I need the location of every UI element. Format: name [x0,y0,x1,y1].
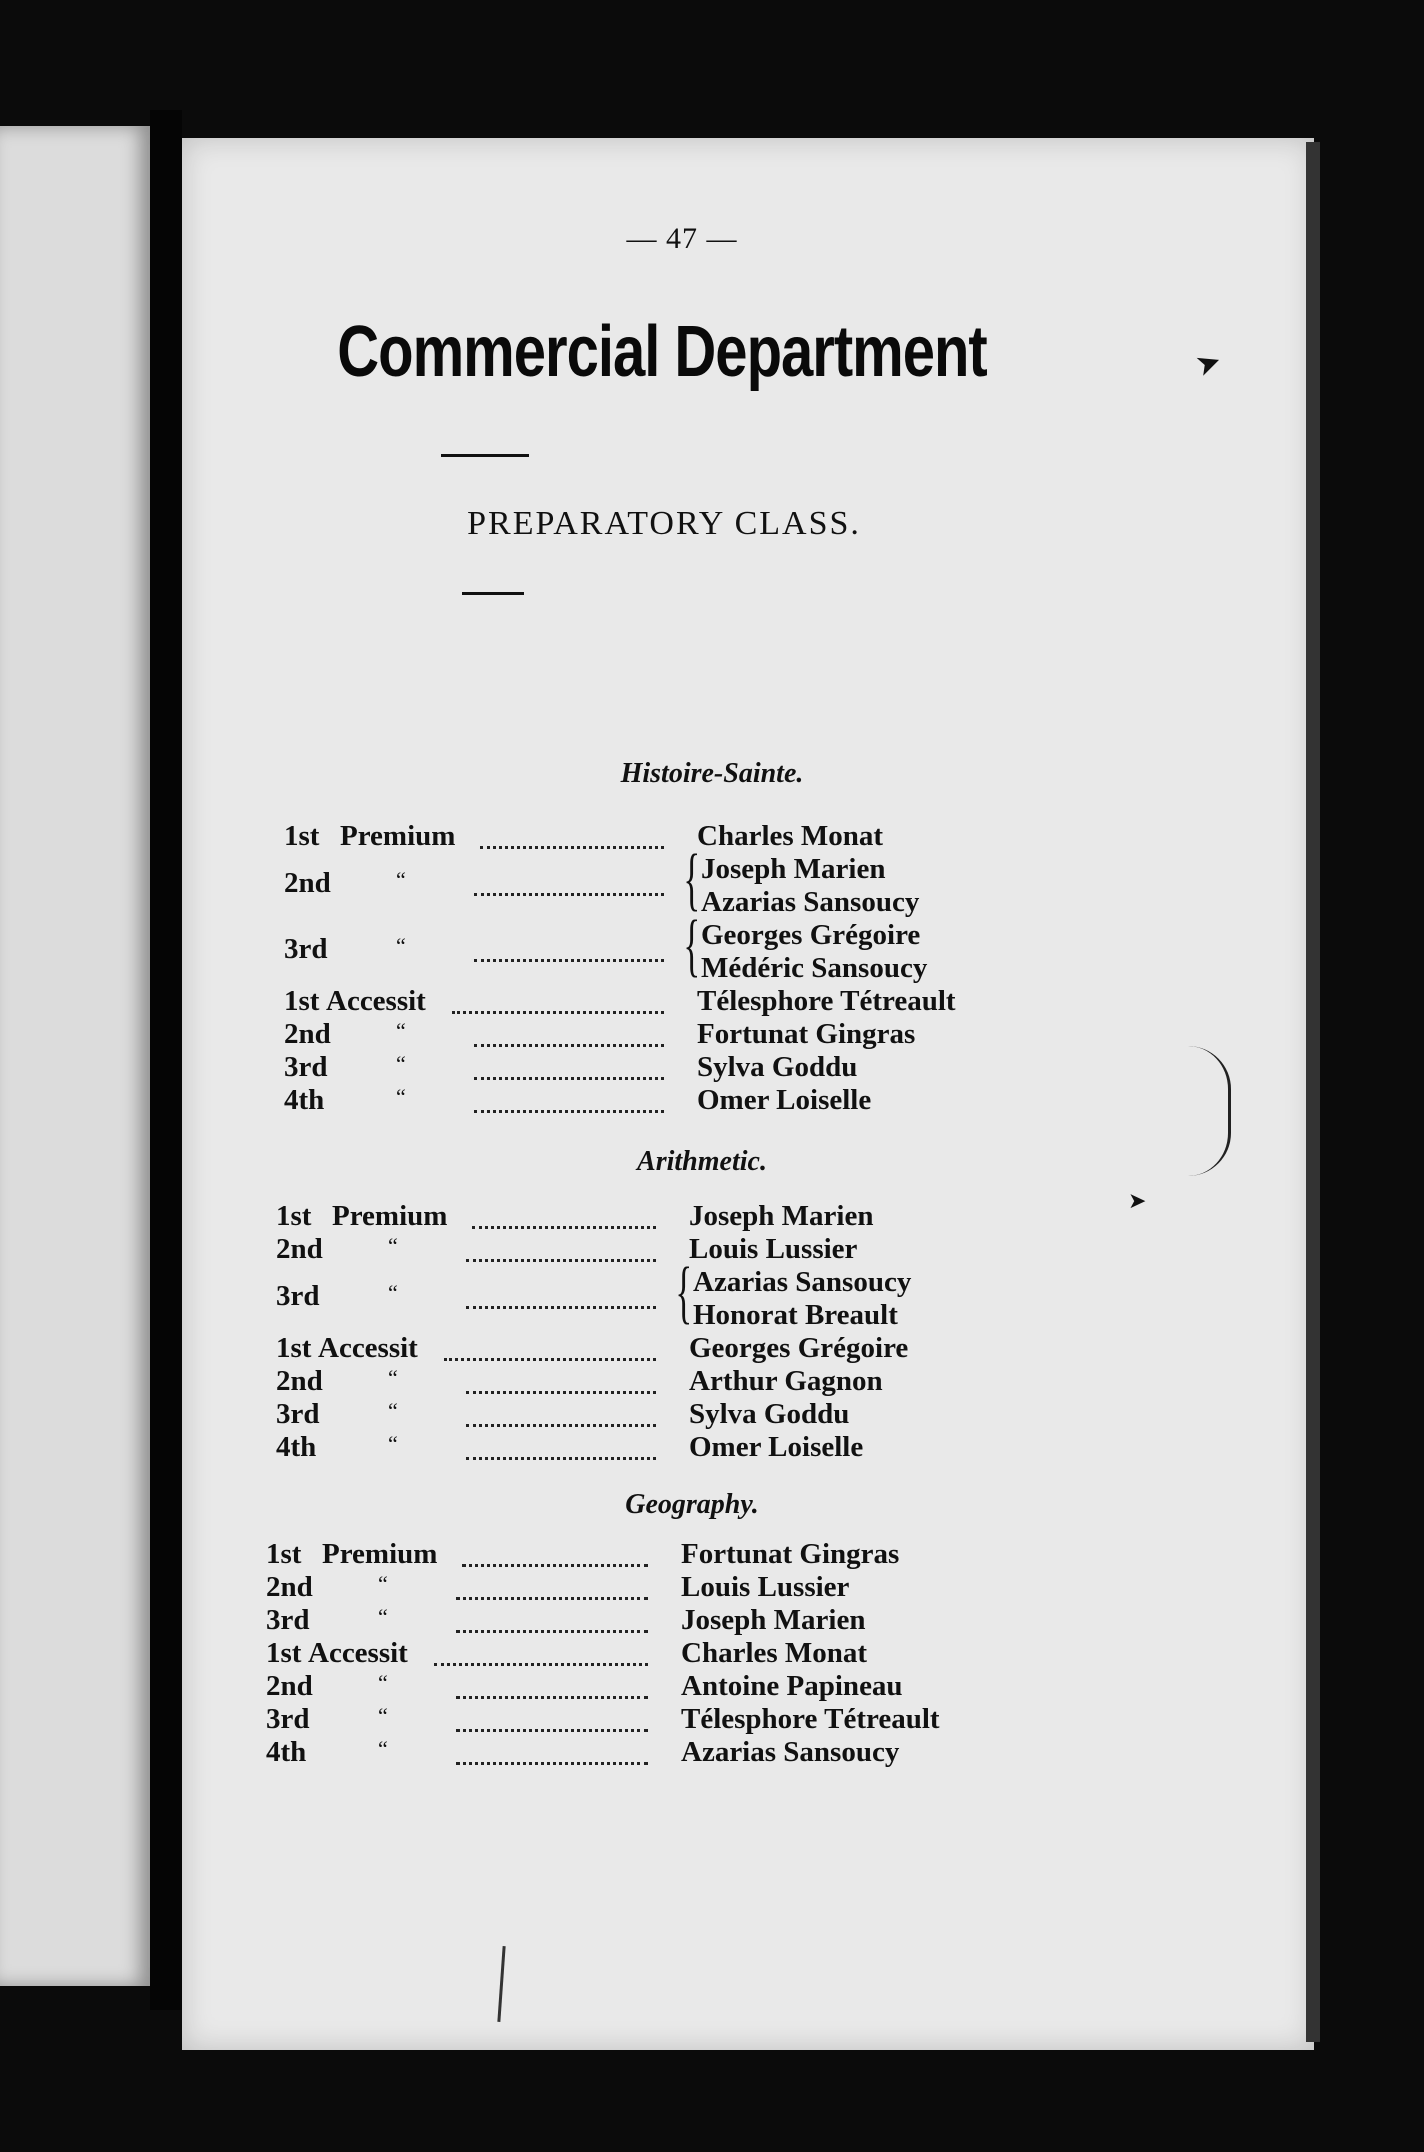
page-number-text: — 47 — [626,222,738,255]
award-type: Premium [322,1538,438,1570]
dot-leader [472,1222,656,1229]
margin-arrow-mark-small: ➤ [1128,1188,1147,1213]
recipient-name: Médéric Sansoucy [701,952,928,984]
recipient-name: Fortunat Gingras [697,1018,916,1050]
ditto-mark: “ [378,1604,388,1629]
ditto-mark: “ [388,1365,398,1390]
award-rank: 1st [284,820,320,852]
award-type: Premium [332,1200,448,1232]
recipient-name: Télesphore Tétreault [681,1703,940,1735]
dot-leader [434,1659,648,1666]
dot-leader [466,1453,656,1460]
recipient-name: Louis Lussier [689,1233,858,1265]
award-rank: 3rd [284,933,328,965]
award-row [276,1398,1036,1432]
award-type: Accessit [318,1332,418,1364]
award-rank: 4th [284,1084,325,1116]
award-row [276,1365,1036,1399]
award-row [284,1051,1044,1085]
award-rank: 2nd [284,867,331,899]
ditto-mark: “ [396,1084,406,1109]
dot-leader [474,1106,664,1113]
award-rank: 3rd [276,1280,320,1312]
grouping-brace: { [683,841,701,918]
section-title: Geography. [625,1489,759,1520]
ditto-mark: “ [396,933,406,958]
recipient-name: Charles Monat [697,820,884,852]
recipient-name: Arthur Gagnon [689,1365,883,1397]
award-row [284,1018,1044,1052]
dot-leader [456,1758,648,1765]
ditto-mark: “ [388,1233,398,1258]
section-title: Arithmetic. [637,1146,767,1177]
dot-leader [466,1387,656,1394]
dot-leader [474,1073,664,1080]
recipient-name: Omer Loiselle [697,1084,872,1116]
award-rank: 1st [266,1637,302,1669]
award-rank: 1st [284,985,320,1017]
ditto-mark: “ [388,1398,398,1423]
recipient-name: Honorat Breault [693,1299,898,1331]
dot-leader [466,1255,656,1262]
recipient-name: Télesphore Tétreault [697,985,956,1017]
award-rank: 3rd [284,1051,328,1083]
dot-leader [466,1302,656,1309]
ditto-mark: “ [378,1736,388,1761]
grouping-brace: { [683,907,701,984]
award-rank: 1st [266,1538,302,1570]
award-rank: 3rd [266,1604,310,1636]
recipient-name: Louis Lussier [681,1571,850,1603]
ditto-mark: “ [378,1571,388,1596]
dot-leader [456,1692,648,1699]
recipient-name: Joseph Marien [689,1200,874,1232]
award-type: Accessit [308,1637,408,1669]
award-rank: 4th [276,1431,317,1463]
recipient-name: Azarias Sansoucy [701,886,920,918]
award-rank: 3rd [276,1398,320,1430]
page-title-text: Commercial Department [337,310,987,393]
page-number [0,222,1424,256]
page-edge-shadow [1306,142,1320,2042]
recipient-name: Joseph Marien [681,1604,866,1636]
ditto-mark: “ [378,1670,388,1695]
section-title: Histoire-Sainte. [620,758,804,789]
award-row [266,1604,1026,1638]
recipient-name: Georges Grégoire [689,1332,909,1364]
award-rank: 4th [266,1736,307,1768]
recipient-name: Antoine Papineau [681,1670,903,1702]
class-divider [462,592,524,595]
award-type: Premium [340,820,456,852]
award-rank: 2nd [276,1365,323,1397]
book-gutter [150,110,182,2010]
recipient-name: Fortunat Gingras [681,1538,900,1570]
recipient-name: Sylva Goddu [689,1398,850,1430]
grouping-brace: { [675,1254,693,1331]
recipient-name: Azarias Sansoucy [681,1736,900,1768]
dot-leader [466,1420,656,1427]
recipient-name: Georges Grégoire [701,919,921,951]
award-row [266,1538,1026,1572]
recipient-name: Azarias Sansoucy [693,1266,912,1298]
dot-leader [474,955,664,962]
left-page-edge [0,126,150,1986]
class-heading-text: PREPARATORY CLASS. [467,505,861,542]
dot-leader [452,1007,664,1014]
ditto-mark: “ [388,1280,398,1305]
margin-arrow-mark: ➤ [1191,343,1227,384]
award-row [266,1637,1026,1671]
award-row [276,1280,1036,1314]
award-rank: 1st [276,1332,312,1364]
recipient-name: Sylva Goddu [697,1051,858,1083]
award-row [284,1084,1044,1118]
recipient-name: Charles Monat [681,1637,868,1669]
ditto-mark: “ [396,1018,406,1043]
dot-leader [462,1560,648,1567]
dot-leader [480,842,664,849]
award-row [284,820,1044,854]
award-rank: 2nd [276,1233,323,1265]
ditto-mark: “ [378,1703,388,1728]
recipient-name: Joseph Marien [701,853,886,885]
ditto-mark: “ [396,867,406,892]
award-row [276,1200,1036,1234]
award-rank: 2nd [284,1018,331,1050]
award-row [276,1431,1036,1465]
dot-leader [474,889,664,896]
award-row [276,1332,1036,1366]
award-rank: 1st [276,1200,312,1232]
award-row [276,1233,1036,1267]
dot-leader [444,1354,656,1361]
dot-leader [456,1725,648,1732]
award-rank: 2nd [266,1670,313,1702]
dot-leader [456,1626,648,1633]
award-rank: 2nd [266,1571,313,1603]
award-row [284,867,1044,901]
ditto-mark: “ [396,1051,406,1076]
award-type: Accessit [326,985,426,1017]
class-heading [0,505,1424,543]
award-row [266,1736,1026,1770]
award-row [266,1670,1026,1704]
dot-leader [474,1040,664,1047]
award-row [284,933,1044,967]
dot-leader [456,1593,648,1600]
title-divider [441,454,529,457]
award-rank: 3rd [266,1703,310,1735]
recipient-name: Omer Loiselle [689,1431,864,1463]
award-row [266,1571,1026,1605]
ditto-mark: “ [388,1431,398,1456]
